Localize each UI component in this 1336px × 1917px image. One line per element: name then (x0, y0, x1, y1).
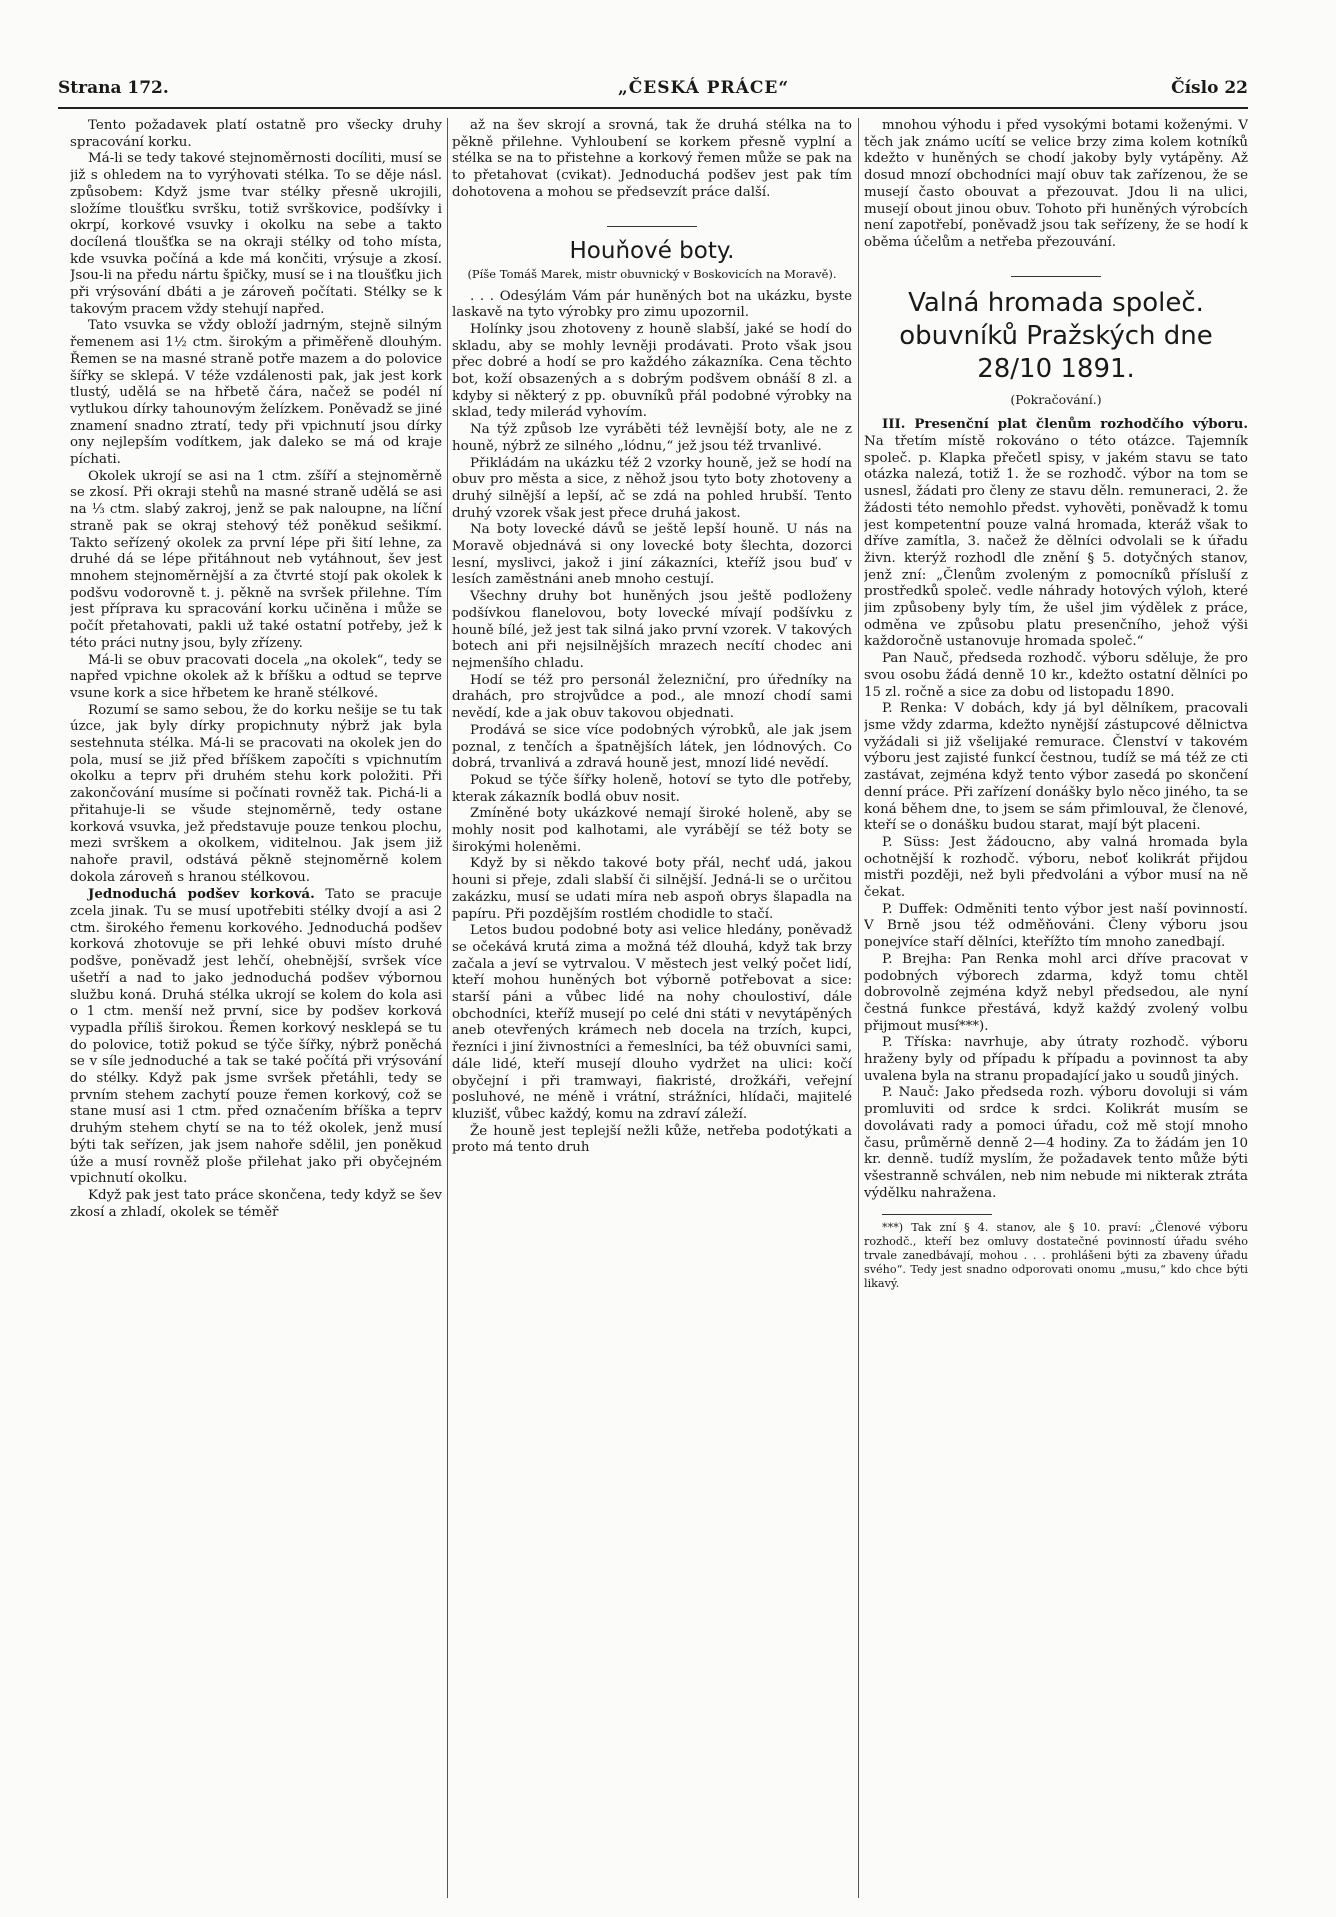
paragraph: Tento požadavek platí ostatně pro všecky druhy spracování korku. (70, 118, 442, 150)
paragraph-text: Tato se pracuje zcela jinak. Tu se musí upotřebiti stélky dvojí a asi 2 ctm. širokého řemenu korkového. Jednoduchá podšev korková zhotovuje se při lehké obuvi místo druhé podšve, poněvadž jest lehčí, ohebnější, svršek více ušetří a nad to jako jednoduchá podšev výbornou službu koná. Druhá stélka ukrojí se kolem do kola asi o 1 ctm. menší než první, sice by podšev korková vypadla příliš širokou. Řemen korkový nesklepá se tu do polovice, totiž pokud se týče šířky, nýbrž poněchá se v síle jednoduché a tak se také počítá při vrýsování do stélky. Když pak jsme svršek přetáhli, tedy se prvním stehem zachytí pouze řemen korkový, což se stane musí asi 1 ctm. před označením bříška a teprv druhým stehem chytí se na to též okolek, jenž musí býti tak seřízen, jak jsem nahoře sdělil, jen poněkud úže a musí rovněž ploše přilehat jako při obyčejném vpichnutí okolku. (70, 887, 442, 1187)
header-rule (58, 107, 1248, 109)
paragraph: Má-li se tedy takové stejnoměrnosti docíliti, musí se již s ohledem na to vyrýhovati stélka. To se děje násl. způsobem: Když jsme tvar stélky přesně ukrojili, složíme tloušťku svršku, totiž svrškovice, podšívky i okrpí, korkové vsuvky i okolku na sebe a takto docílená tloušťka se na okraji stélky od toho místa, kde vsuvka počíná a kde má končiti, vrýsuje a zkosí. Jsou-li na předu nártu špičky, musí se i na tloušťku jich při vrýsování dbáti a je zároveň počítati. Stélky se k takovým pracem vždy stehují napřed. (70, 151, 442, 317)
page-number: Strana 172. (58, 78, 169, 98)
column-left (70, 118, 442, 1898)
paragraph: P. Tříska: navrhuje, aby útraty rozhodč. výboru hraženy byly od případu k případu a povinnost ta aby uvalena byla na stranu propadající jako u soudů jiných. (864, 1035, 1248, 1084)
paragraph: Pokud se týče šířky holeně, hotoví se tyto dle potřeby, kterak zákazník bodlá obuv nosit. (452, 772, 852, 805)
column-right (864, 118, 1248, 1898)
paragraph: Prodává se sice více podobných výrobků, ale jak jsem poznal, z tenčích a špatnějších látek, jen lódnových. Co dobrá, trvanlivá a zdravá houně jest, mnozí lidé nevědí. (452, 722, 852, 772)
paragraph (70, 886, 442, 1188)
column-middle (452, 118, 852, 1898)
article-heading: Valná hromada společ. obuvníků Pražských dne 28/10 1891. (899, 287, 1213, 384)
paragraph: P. Duffek: Odměniti tento výbor jest naší povinností. V Brně jsou též odměňováni. Členy výboru jsou ponejvíce staří dělníci, kteřížto tím mnoho zanedbají. (864, 901, 1248, 951)
paragraph: Přikládám na ukázku též 2 vzorky houně, jež se hodí na obuv pro města a sice, z něhož jsou tyto boty zhotoveny a druhý silnější a lepší, ač se zdá na pohled hrubší. Tento druhý vzorek však jest přece druhá jakost. (452, 455, 852, 521)
paragraph: Všechny druhy bot huněných jsou ještě podloženy podšívkou flanelovou, boty lovecké mívají podšívku z houně bílé, jež jest tak silná jako první vzorek. V takových botech ani při nejsilnějších mrazech necítí chodec ani nejmenšího chladu. (452, 589, 852, 671)
paragraph: Má-li se obuv pracovati docela „na okolek“, tedy se napřed vpichne okolek až k bříšku a odtud se teprve vsune kork a sice hřbetem ke hraně stélkové. (70, 652, 442, 701)
paragraph: Pan Nauč, předseda rozhodč. výboru sděluje, že pro svou osobu žádá denně 10 kr., kdežto ostatní dělníci po 15 zl. ročně a sice za dobu od listopadu 1890. (864, 651, 1248, 700)
footnote-divider (882, 1214, 992, 1215)
paragraph: mnohou výhodu i před vysokými botami koženými. V těch jak známo ucítí se velice brzy zima kolem kotníků kdežto v huněných se chodí jakoby byly vytápěny. Až dosud mnozí obchodníci mají obuv tak zařízenou, že se musejí často obouvat a přezouvat. Jdou li na ulici, musejí obout jinou obuv. Tohoto při huněných výrobcích není zapotřebí, poněvadž jsou tak seřízeny, že se hodí k oběma účelům a netřeba přezouvání. (864, 118, 1248, 250)
paragraph: Letos budou podobné boty asi velice hledány, poněvadž se očekává krutá zima a možná též dlouhá, když tak brzy začala a jeví se vytrvalou. V městech jest velký počet lidí, kteří mohou huněných bot výborně potřebovat a sice: starší páni a vůbec lidé na nohy choulostiví, dále obchodníci, kteříž musejí po celé dni státi v nevytápěných aneb otevřených krámech neb docela na trzích, kupci, řezníci i jiní živnostníci a řemeslníci, ba též obuvníci sami, dále lidé, kteří musejí dlouho vydržet na ulici: kočí obyčejní i při tramwayi, fiakristé, drožkáři, veřejní posluhové, ne méně i vrátní, strážníci, hlídači, majitelé kluzišť, vůbec každý, komu na zdraví záleží. (452, 923, 852, 1122)
section-divider (607, 226, 697, 227)
page-header (58, 76, 1248, 102)
paragraph: Když pak jest tato práce skončena, tedy když se šev zkosí a zhladí, okolek se téměř (70, 1188, 442, 1220)
paragraph: Holínky jsou zhotoveny z houně slabší, jaké se hodí do skladu, aby se mohly levněji prodávati. Proto však jsou přec dobré a hodí se pro každého zákazníka. Cena těchto bot, koží obsazených a s dobrým podšvem obnáší 8 zl. a kdyby si některý z pp. obuvníků přál podobné výrobky na sklad, tedy milerád vyhovím. (452, 321, 852, 421)
paragraph: Když by si někdo takové boty přál, nechť udá, jakou houni si přeje, zdali slabší či silnější. Jedná-li se o určitou zakázku, musí se udati míra neb aspoň obrys šlapadla na papíru. Při pozdějším rostlém chodidle to stačí. (452, 856, 852, 922)
column-divider (858, 118, 859, 1898)
paragraph: P. Renka: V dobách, kdy já byl dělníkem, pracovali jsme vždy zdarma, kdežto nynější zástupcové dělnictva vyžádali si již všelijaké remurace. Členství v takovém výboru jest zajisté funkcí čestnou, tudíž se má též ze cti zastávat, zejména když tento výbor zasedá po skončení denní práce. Při zařízení donášky bylo něco jiného, ta se koná během dne, to jsem se sám přimlouval, že členové, kteří se o donášku budou starat, mají být placeni. (864, 701, 1248, 834)
paragraph (864, 416, 1248, 651)
paragraph: . . . Odesýlám Vám pár huněných bot na ukázku, byste laskavě na tyto výrobky pro zimu upozornil. (452, 288, 852, 321)
paragraph-text: Na třetím místě rokováno o této otázce. Tajemník společ. p. Klapka přečetl spisy, v jakém stavu se tato otázka nalezá, totiž 1. že se rozhodč. výbor na tom se usnesl, žádati pro členy ze stavu děln. remuneraci, 2. že žádosti této nemohlo předst. vyhověti, poněvadž k tomu jest kompetentní pouze valná hromada, kteráž však to dříve zamítla, 3. načež že dělníci odvolali se k úřadu živn. kterýž rozhodl dle znění § 5. dotyčných stanov, jenž zní: „Členům zvoleným z pomocníků přísluší z prostředků společ. vedle náhrady hotových výloh, které jim způsobeny byly tím, že ušel jim výdělek z práce, odměna ve způsobu platu presenčního, jehož výši každoročně ustanovuje hromada společ.“ (864, 434, 1248, 650)
paragraph: až na šev skrojí a srovná, tak že druhá stélka na to pěkně přilehne. Vyhloubení se korkem přesně vyplní a stélka se na to přistehne a korkový řemen může se pak na to přetahovat (cvikat). Jednoduchá podšev jest pak tím dohotovena a mohou se předsevzít práce další. (452, 118, 852, 200)
section-divider (1011, 276, 1101, 277)
continuation-note: (Pokračování.) (1010, 391, 1102, 407)
paragraph: Na boty lovecké dávů se ještě lepší houně. U nás na Moravě objednává si ony lovecké boty šlechta, dozorci lesní, myslivci, jakož i jiní zákazníci, kteříž jsou buď v lesích zaměstnáni aneb mnoho cestují. (452, 522, 852, 588)
article-byline: (Píše Tomáš Marek, mistr obuvnický v Boskovicích na Moravě). (467, 266, 837, 281)
masthead-title: „ČESKÁ PRÁCE“ (618, 78, 790, 98)
article-heading: Houňové boty. (569, 237, 735, 264)
paragraph: Zmíněné boty ukázkové nemají široké holeně, aby se mohly nosit pod kalhotami, ale vyrábějí se též boty se širokými holeněmi. (452, 806, 852, 855)
issue-number: Číslo 22 (1171, 78, 1248, 98)
paragraph: Na týž způsob lze vyráběti též levnější boty, ale ne z houně, nýbrž ze silného „lódnu,“ jež jsou též trvanlivé. (452, 422, 852, 454)
paragraph: Okolek ukrojí se asi na 1 ctm. zšíří a stejnoměrně se zkosí. Při okraji stehů na masné straně udělá se asi na ⅓ ctm. slabý zakroj, jenž se pak naloupne, na líční straně pak se okraj stehový též poněkud sešikmí. Takto seřízený okolek za první lépe při šití lehne, za druhé dá se lépe přitáhnout neb vytáhnout, šev jest mnohem stejnoměrnější a za čtvrté stojí pak okolek k podšvu vodorovně t. j. pěkně na svršek přilehne. Tím jest příprava ku spracování korku učiněna i může se počít přetahovati, pakli už také ostatní potřeby, jež k této práci nutny jsou, byly zřízeny. (70, 468, 442, 651)
paragraph: P. Brejha: Pan Renka mohl arci dříve pracovat v podobných výborech zdarma, když tomu chtěl dobrovolně zejména když nebyl předsedou, ale nyní čestná funkce přestává, když každý zvolený volbu přijmout musí***). (864, 951, 1248, 1034)
footnote: ***) Tak zní § 4. stanov, ale § 10. praví: „Členové výboru rozhodč., kteří bez omluvy dostatečné povinností úřadu svého trvale zanedbávají, mohou . . . prohlášeni býti za zbaveny úřadu svého“. Tedy jest snadno odporovati onomu „musu,“ kdo chce býti likavý. (864, 1221, 1248, 1290)
paragraph: P. Nauč: Jako předseda rozh. výboru dovoluji si vám promluviti od srdce k srdci. Kolikrát musím se dovolávati rady a pomoci úřadu, což mě stojí mnoho času, průměrně denně 2—4 hodiny. Za to žádám jen 10 kr. denně. tudíž myslím, že požadavek tento může býti všestranně schválen, neb nim nebude mi nikterak ztráta výdělku nahražena. (864, 1085, 1248, 1201)
paragraph: Hodí se též pro personál železniční, pro úředníky na drahách, pro strojvůdce a pod., ale mnozí chodí sami nevědí, kde a jak obuv takovou objednati. (452, 672, 852, 722)
paragraph: Tato vsuvka se vždy obloží jadrným, stejně silným řemenem asi 1½ ctm. širokým a přiměřeně dlouhým. Řemen se na masné straně potře mazem a do polovice šířky se sklepá. V téže vzdálenosti pak, jak jest kork tlustý, udělá se na hřbetě čára, načež se podél ní vytlukou dírky tahounovým želízkem. Poněvadž se jiné znamení snadno ztratí, tedy při vpichnutí jsou dírky ony nejlepším vodítkem, jak daleko se má od kraje píchati. (70, 318, 442, 468)
paragraph: Že houně jest teplejší nežli kůže, netřeba podotýkati a proto má tento druh (452, 1123, 852, 1156)
column-divider (447, 118, 448, 1898)
section-lead: III. Presenční plat členům rozhodčího výboru. (882, 416, 1248, 433)
paragraph: P. Süss: Jest žádoucno, aby valná hromada byla ochotnější k rozhodč. výboru, neboť kolikrát přijdou mistři později, než byli předvoláni a výbor musí na ně čekat. (864, 834, 1248, 901)
paragraph: Rozumí se samo sebou, že do korku nešije se tu tak úzce, jak byly dírky propichnuty nýbrž jak byla sestehnuta stélka. Má-li se pracovati na okolek jen do pola, musí se již před bříškem započíti s vpichnutím okolku a teprv při druhém stehu kork položiti. Při zakončování musíme si počínati rovněž tak. Pichá-li a přitahuje-li se všude stejnoměrně, tedy ostane korková vsuvka, jež představuje pouze tenkou plochu, mezi svrškem a okolkem, viditelnou. Jak jsem již nahoře pravil, odstává pěkně stejnoměrně kolem dokola zároveň s hranou stélkovou. (70, 702, 442, 885)
section-lead: Jednoduchá podšev korková. (88, 886, 315, 903)
